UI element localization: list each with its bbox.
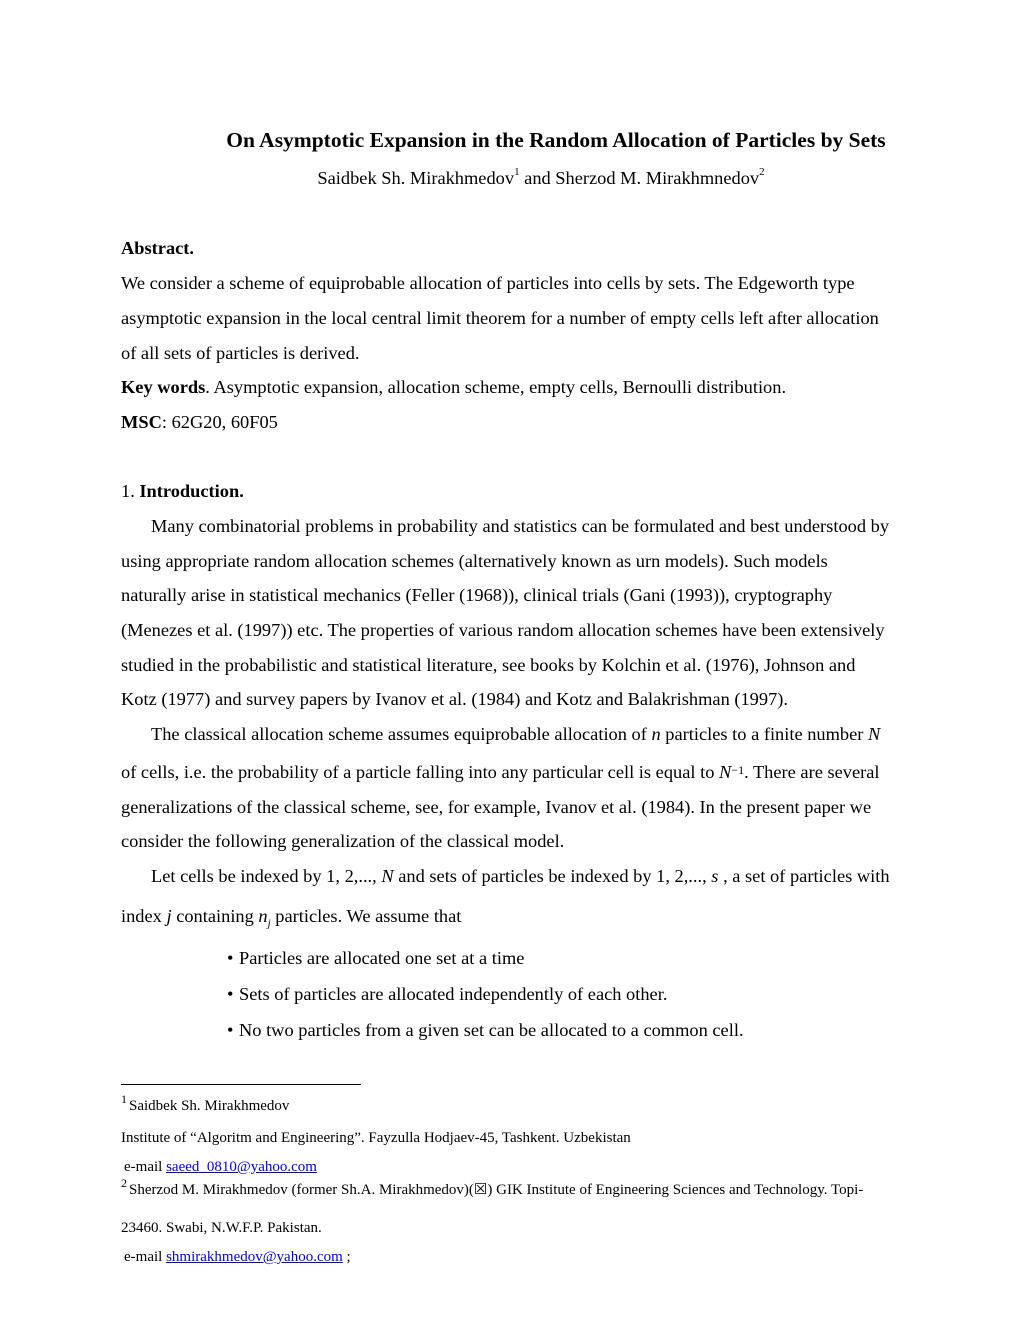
intro-p3-line-2 xyxy=(121,906,461,934)
bullet-text-2: Sets of particles are allocated independently of each other. xyxy=(239,984,668,1004)
footnote-2-line-1 xyxy=(121,1176,864,1199)
math-exponent: −1 xyxy=(731,763,745,777)
math-N-inverse: N xyxy=(719,762,732,782)
intro-p1-line-3: naturally arise in statistical mechanics (Feller (1968)), clinical trials (Gani (1993)), cryptography xyxy=(121,585,833,605)
msc-line xyxy=(121,412,278,432)
intro-p1-line-1: Many combinatorial problems in probability and statistics can be formulated and best understood by xyxy=(151,516,890,536)
footnote-rule xyxy=(121,1084,361,1085)
author-1: Saidbek Sh. Mirakhmedov xyxy=(317,168,515,188)
intro-p1-line-5: studied in the probabilistic and statistical literature, see books by Kolchin et al. (1976), Johnson and xyxy=(121,655,856,675)
footnote-1-email-line xyxy=(124,1158,317,1176)
footnote-1-email-link[interactable]: saeed_0810@yahoo.com xyxy=(166,1159,317,1175)
bullet-dot-icon: • xyxy=(227,984,234,1004)
msc-text: : 62G20, 60F05 xyxy=(161,412,278,432)
msc-label: MSC xyxy=(121,412,162,432)
math-index-sets: 1, 2,..., xyxy=(656,866,712,886)
math-j: j xyxy=(166,906,172,926)
math-s: s xyxy=(711,866,719,886)
footnote-2-email-line xyxy=(124,1248,351,1266)
p2-text-c: of cells, i.e. the probability of a particle falling into any particular cell is equal to xyxy=(121,762,720,782)
p2-text-b: particles to a finite number xyxy=(660,724,869,744)
math-n-j: n xyxy=(258,906,268,926)
math-index-cells: 1, 2,..., xyxy=(326,866,382,886)
abstract-line-3: of all sets of particles is derived. xyxy=(121,343,360,363)
footnote-2-email-label: e-mail xyxy=(124,1249,167,1265)
intro-p1-line-4: (Menezes et al. (1997)) etc. The properties of various random allocation schemes have been extensively xyxy=(121,620,885,640)
footnote-1-mark: 1 xyxy=(121,1092,127,1106)
intro-p2-line-2 xyxy=(121,762,880,782)
p2-text-a: The classical allocation scheme assumes equiprobable allocation of xyxy=(151,724,652,744)
footnote-2-line-2: 23460. Swabi, N.W.F.P. Pakistan. xyxy=(121,1220,322,1236)
keywords-label: Key words xyxy=(121,377,206,397)
footnote-2-mark: 2 xyxy=(121,1176,127,1190)
p3-text-d: index xyxy=(121,906,167,926)
bullet-text-3: No two particles from a given set can be allocated to a common cell. xyxy=(239,1020,744,1040)
bullet-dot-icon: • xyxy=(227,1020,234,1040)
bullet-item-3 xyxy=(227,1020,744,1041)
p3-text-c: , a set of particles with xyxy=(718,866,890,886)
bullet-dot-icon: • xyxy=(227,948,234,968)
section-heading xyxy=(121,481,244,501)
footnote-1-institute: Institute of “Algoritm and Engineering”. Fayzulla Hodjaev-45, Tashkent. Uzbekistan xyxy=(121,1130,631,1146)
paper-title: On Asymptotic Expansion in the Random Allocation of Particles by Sets xyxy=(226,128,886,152)
math-N-cells: N xyxy=(381,866,394,886)
author-2: and Sherzod M. Mirakhmnedov xyxy=(519,168,760,188)
abstract-line-1: We consider a scheme of equiprobable allocation of particles into cells by sets. The Edgeworth type xyxy=(121,273,855,293)
footnote-1-author: Saidbek Sh. Mirakhmedov xyxy=(129,1098,290,1114)
bullet-item-2 xyxy=(227,984,667,1005)
math-n: n xyxy=(651,724,661,744)
footnote-2-text: Sherzod M. Mirakhmedov (former Sh.A. Mirakhmedov)(☒) GIK Institute of Engineering Sciences and Technology. Topi- xyxy=(129,1182,864,1198)
p3-text-f: particles. We assume that xyxy=(270,906,462,926)
keywords-line xyxy=(121,377,786,397)
p3-text-b: and sets of particles be indexed by xyxy=(393,866,657,886)
footnote-2-email-tail: ; xyxy=(342,1249,351,1265)
math-subscript-j: j xyxy=(267,917,271,930)
intro-p1-line-2: using appropriate random allocation schemes (alternatively known as urn models). Such models xyxy=(121,551,828,571)
p3-text-e: containing xyxy=(171,906,259,926)
abstract-line-2: asymptotic expansion in the local central limit theorem for a number of empty cells left after allocation xyxy=(121,308,879,328)
author-line xyxy=(0,168,1024,189)
p2-text-d: . There are several xyxy=(744,762,880,782)
author-1-footnote-mark: 1 xyxy=(514,166,520,178)
footnote-1-name xyxy=(121,1092,290,1115)
intro-p3-line-1 xyxy=(151,866,890,886)
intro-p2-line-3: generalizations of the classical scheme, see, for example, Ivanov et al. (1984). In the present paper we xyxy=(121,797,872,817)
p3-text-a: Let cells be indexed by xyxy=(151,866,327,886)
abstract-heading: Abstract. xyxy=(121,238,195,258)
author-2-footnote-mark: 2 xyxy=(759,166,765,178)
section-number: 1. xyxy=(121,481,140,501)
intro-p2-line-1 xyxy=(151,724,880,744)
math-N: N xyxy=(868,724,881,744)
bullet-text-1: Particles are allocated one set at a time xyxy=(239,948,525,968)
footnote-1-email-label: e-mail xyxy=(124,1159,167,1175)
intro-p2-line-4: consider the following generalization of the classical model. xyxy=(121,831,565,851)
intro-p1-line-6: Kotz (1977) and survey papers by Ivanov et al. (1984) and Kotz and Balakrishman (1997). xyxy=(121,689,788,709)
section-title: Introduction. xyxy=(139,481,244,501)
keywords-text: . Asymptotic expansion, allocation scheme, empty cells, Bernoulli distribution. xyxy=(205,377,787,397)
footnote-2-email-link[interactable]: shmirakhmedov@yahoo.com xyxy=(166,1249,343,1265)
bullet-item-1 xyxy=(227,948,524,969)
